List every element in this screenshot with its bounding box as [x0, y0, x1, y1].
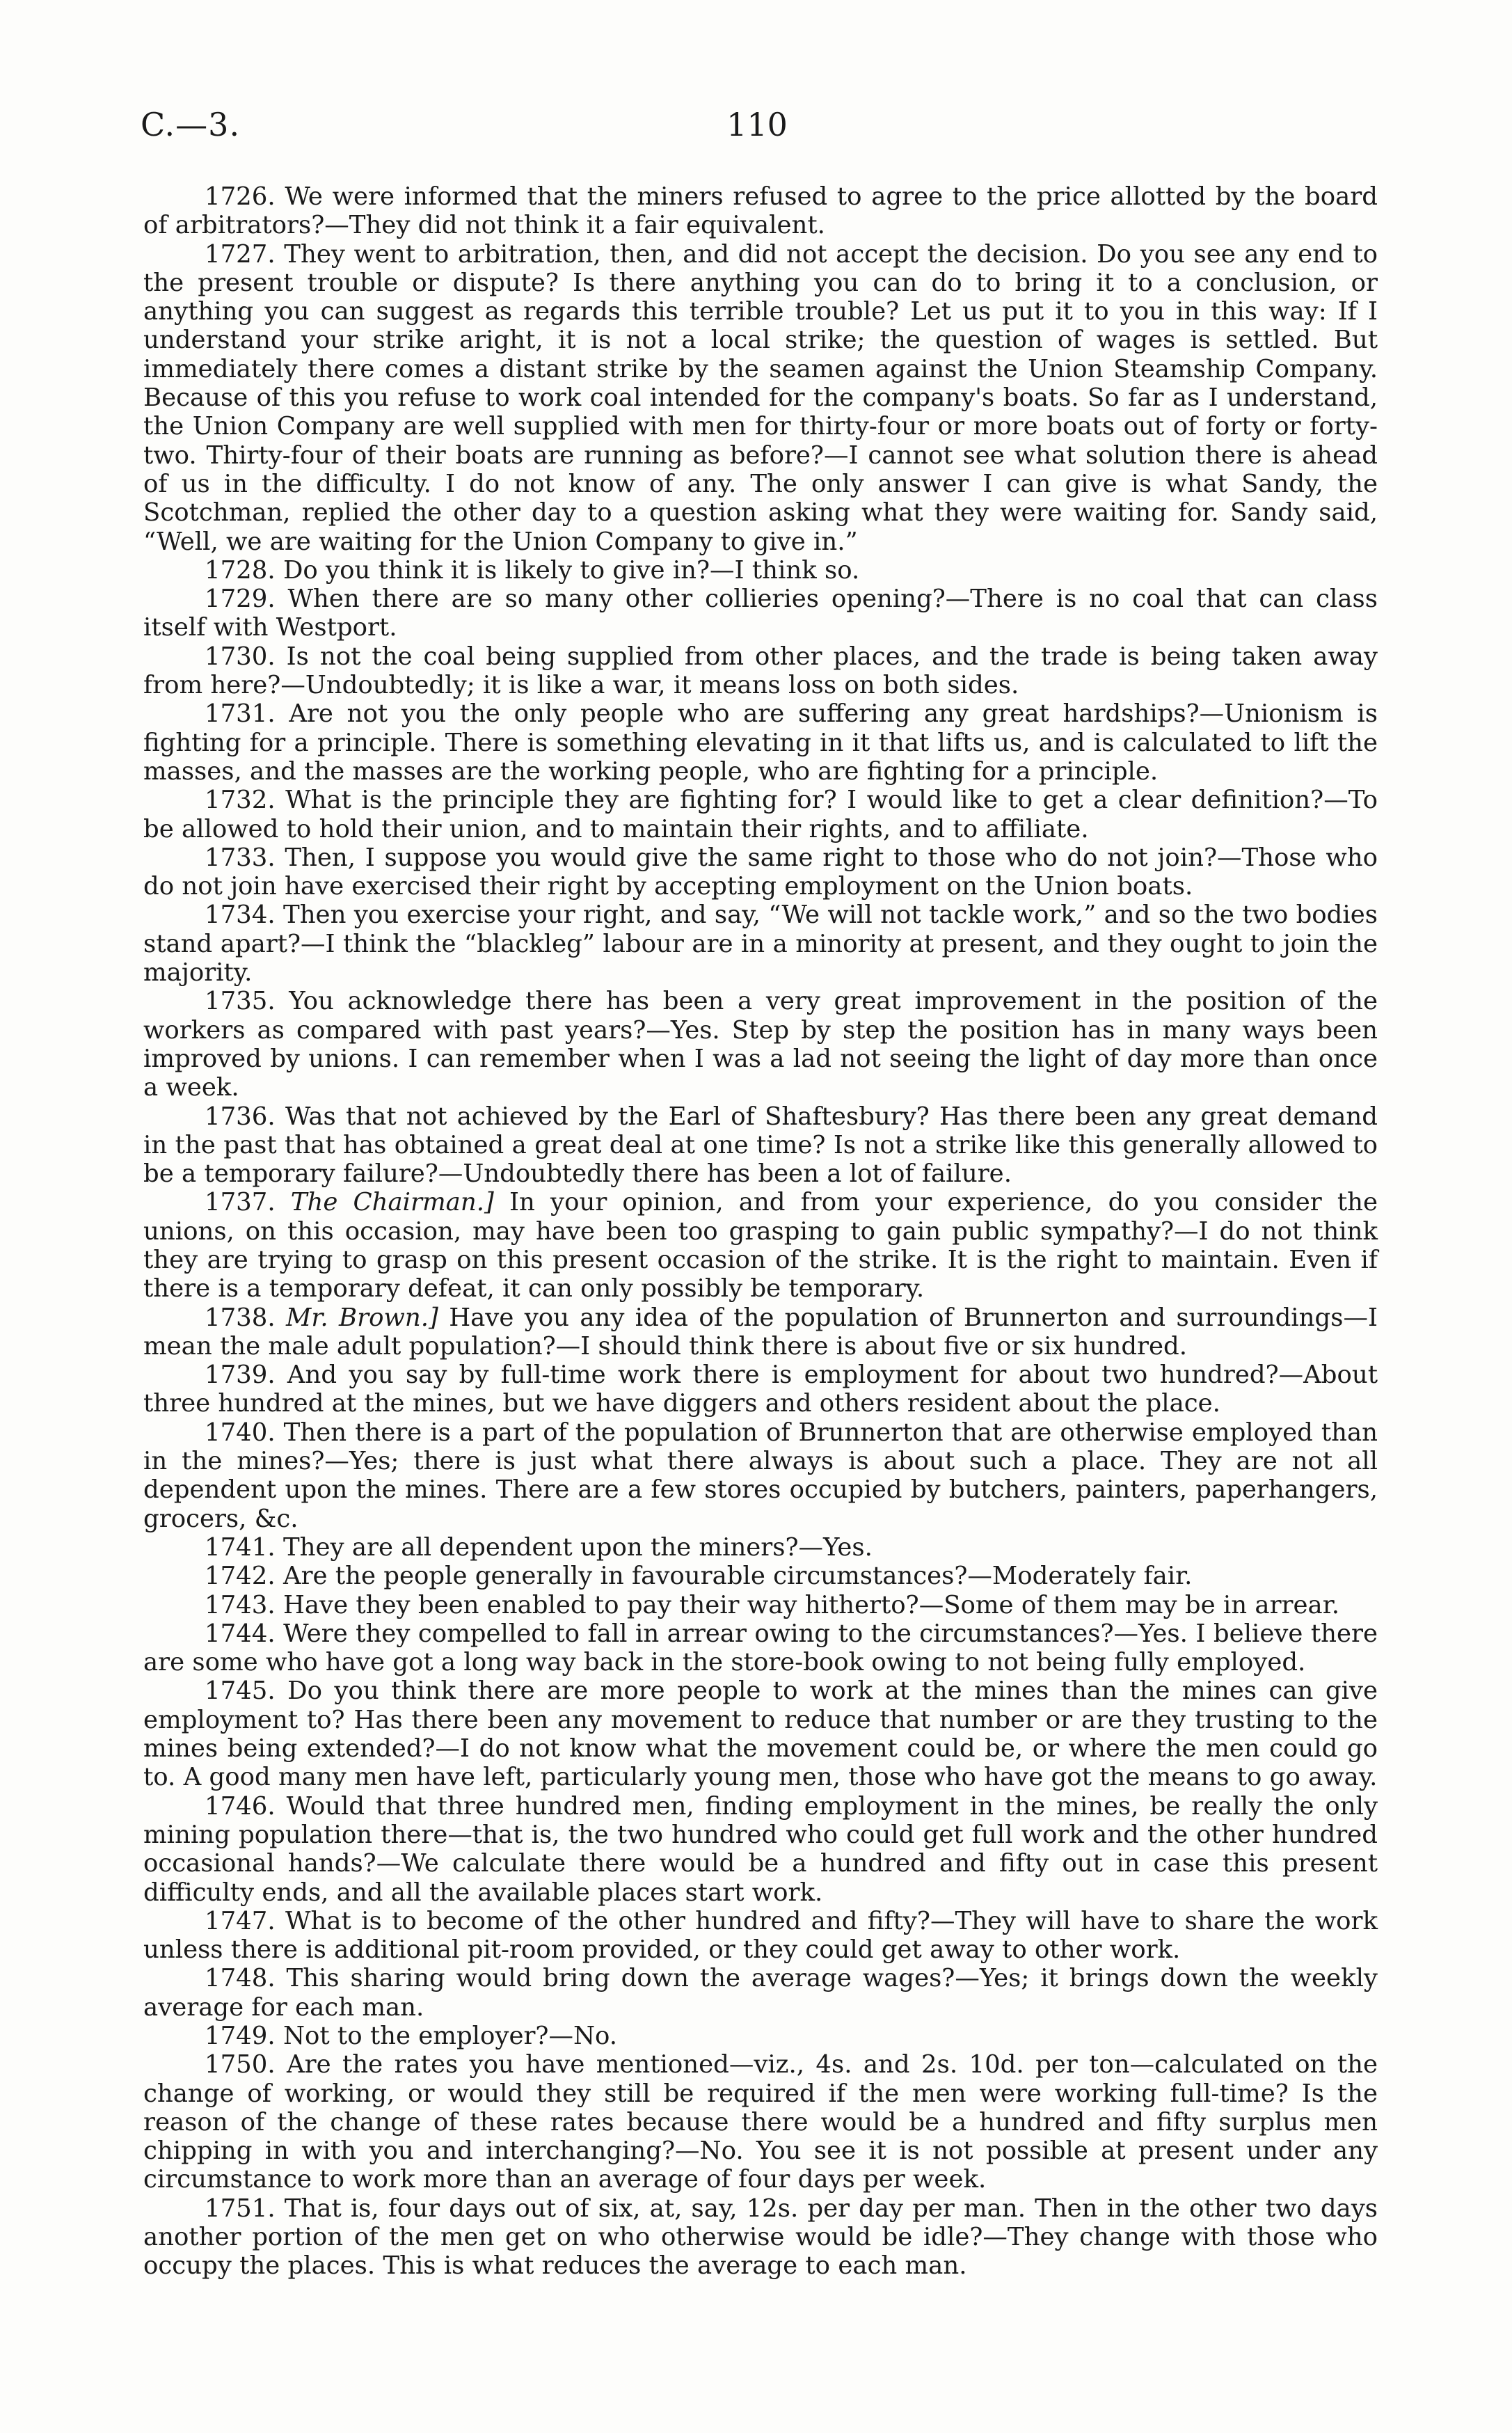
paragraph-text: Have you any idea of the population of Brunnerton and surroundings—I mean the male adult population?—I should think there is about five or six hundred. — [143, 1303, 1378, 1361]
testimony-paragraph — [143, 1418, 1378, 1533]
testimony-paragraph — [143, 1792, 1378, 1907]
question-number: 1745. — [205, 1677, 276, 1706]
paragraph-text: They went to arbitration, then, and did not accept the decision. Do you see any end to the present trouble or dispute? Is there anything you can do to bring it to a conclusion, or anything you can suggest as regards this terrible trouble? Let us put it to you in this way: If I understand your strike aright, it is not a local strike; the question of wages is settled. But immediately there comes a distant strike by the seamen against the Union Steamship Company. Because of this you refuse to work coal intended for the company's boats. So far as I understand, the Union Company are well supplied with men for thirty-four or more boats out of forty or forty-two. Thirty-four of their boats are running as before?—I cannot see what solution there is ahead of us in the difficulty. I do not know of any. The only answer I can give is what Sandy, the Scotchman, replied the other day to a question asking what they were waiting for. Sandy said, “Well, we are waiting for the Union Company to give in.” — [143, 239, 1378, 556]
testimony-paragraph — [143, 786, 1378, 843]
question-number: 1731. — [205, 699, 276, 729]
question-number: 1739. — [205, 1361, 276, 1390]
testimony-paragraph — [143, 987, 1378, 1102]
testimony-paragraph — [143, 1102, 1378, 1189]
question-number: 1742. — [205, 1562, 276, 1591]
question-number: 1727. — [205, 239, 276, 269]
question-number: 1732. — [205, 786, 276, 815]
testimony-paragraph — [143, 1188, 1378, 1303]
paragraph-text: What is to become of the other hundred and fifty?—They will have to share the work unless there is additional pit-room provided, or they could get away to other work. — [143, 1906, 1378, 1965]
paragraph-text: Are not you the only people who are suffering any great hardships?—Unionism is fighting for a principle. There is something elevating in it that lifts us, and is calculated to lift the masses, and the masses are the working people, who are fighting for a principle. — [143, 699, 1378, 786]
question-number: 1736. — [205, 1102, 276, 1131]
question-number: 1729. — [205, 585, 276, 614]
paragraph-text: Then, I suppose you would give the same right to those who do not join?—Those who do not join have exercised their right by accepting employment on the Union boats. — [143, 843, 1378, 901]
testimony-paragraph — [143, 843, 1378, 901]
testimony-paragraph — [143, 1562, 1378, 1590]
paragraph-text: Are the people generally in favourable circumstances?—Moderately fair. — [282, 1562, 1193, 1591]
question-number: 1747. — [205, 1906, 276, 1935]
speaker-label: Mr. Brown.] — [285, 1303, 438, 1332]
document-body — [143, 182, 1378, 2281]
paragraph-text: Have they been enabled to pay their way hitherto?—Some of them may be in arrear. — [282, 1590, 1340, 1619]
testimony-paragraph — [143, 1619, 1378, 1677]
question-number: 1733. — [205, 843, 276, 872]
testimony-paragraph — [143, 556, 1378, 585]
testimony-paragraph — [143, 1591, 1378, 1619]
paragraph-text: Is not the coal being supplied from other places, and the trade is being taken away from here?—Undoubtedly; it is like a war, it means loss on both sides. — [143, 642, 1378, 700]
question-number: 1730. — [205, 642, 276, 671]
testimony-paragraph — [143, 699, 1378, 786]
paragraph-text: You acknowledge there has been a very great improvement in the position of the workers as compared with past years?—Yes. Step by step the position has in many ways been improved by unions. I can remember when I was a lad not seeing the light of day more than once a week. — [143, 987, 1378, 1102]
section-reference: C.—3. — [141, 106, 241, 143]
paragraph-text: In your opinion, and from your experience, do you consider the unions, on this occasion, may have been too grasping to gain public sympathy?—I do not think they are trying to grasp on this present occasion of the strike. It is the right to maintain. Even if there is a temporary defeat, it can only possibly be temporary. — [143, 1188, 1378, 1303]
paragraph-text: Then you exercise your right, and say, “We will not tackle work,” and so the two bodies stand apart?—I think the “blackleg” labour are in a minority at present, and they ought to join the majority. — [143, 901, 1378, 988]
question-number: 1728. — [205, 555, 276, 585]
paragraph-text: Do you think it is likely to give in?—I think so. — [282, 555, 860, 585]
testimony-paragraph — [143, 1303, 1378, 1361]
paragraph-text: We were informed that the miners refused to agree to the price allotted by the board of arbitrators?—They did not think it a fair equivalent. — [143, 182, 1378, 240]
testimony-paragraph — [143, 1677, 1378, 1791]
question-number: 1738. — [205, 1303, 276, 1332]
paragraph-text: Do you think there are more people to work at the mines than the mines can give employment to? Has there been any movement to reduce that number or are they trusting to the mines being extended?—I do not know what the movement could be, or where the men could go to. A good many men have left, particularly young men, those who have got the means to go away. — [143, 1677, 1378, 1792]
question-number: 1746. — [205, 1791, 276, 1821]
testimony-paragraph — [143, 1361, 1378, 1418]
question-number: 1740. — [205, 1418, 276, 1447]
question-number: 1735. — [205, 987, 276, 1016]
testimony-paragraph — [143, 585, 1378, 642]
paragraph-text: When there are so many other collieries opening?—There is no coal that can class itself with Westport. — [143, 585, 1378, 642]
paragraph-text: Are the rates you have mentioned—viz., 4s. and 2s. 10d. per ton—calculated on the change of working, or would they still be required if the men were working full-time? Is the reason of the change of these rates because there would be a hundred and fifty surplus men chipping in with you and interchanging?—No. You see it is not possible at present under any circumstance to work more than an average of four days per week. — [143, 2050, 1378, 2194]
testimony-paragraph — [143, 901, 1378, 987]
page-number: 110 — [726, 106, 788, 143]
testimony-paragraph — [143, 1533, 1378, 1562]
paragraph-text: This sharing would bring down the average wages?—Yes; it brings down the weekly average for each man. — [143, 1964, 1378, 2022]
paragraph-text: What is the principle they are fighting for? I would like to get a clear definition?—To be allowed to hold their union, and to maintain their rights, and to affiliate. — [143, 786, 1378, 843]
page-header — [141, 106, 1374, 154]
paragraph-text: Then there is a part of the population of Brunnerton that are otherwise employed than in the mines?—Yes; there is just what there always is about such a place. They are not all dependent upon the mines. There are a few stores occupied by butchers, painters, paperhangers, grocers, &c. — [143, 1418, 1378, 1533]
question-number: 1737. — [205, 1188, 276, 1217]
testimony-paragraph — [143, 2194, 1378, 2281]
paragraph-text: Would that three hundred men, finding employment in the mines, be really the only mining population there—that is, the two hundred who could get full work and the other hundred occasional hands?—We calculate there would be a hundred and fifty out in case this present difficulty ends, and all the available places start work. — [143, 1791, 1378, 1907]
testimony-paragraph — [143, 240, 1378, 556]
paragraph-text: Were they compelled to fall in arrear owing to the circumstances?—Yes. I believe there are some who have got a long way back in the store-book owing to not being fully employed. — [143, 1619, 1378, 1677]
paragraph-text: Not to the employer?—No. — [282, 2022, 618, 2050]
testimony-paragraph — [143, 2022, 1378, 2050]
question-number: 1750. — [205, 2050, 276, 2079]
speaker-label: The Chairman.] — [290, 1188, 494, 1217]
question-number: 1741. — [205, 1532, 276, 1562]
question-number: 1749. — [205, 2022, 276, 2050]
question-number: 1751. — [205, 2194, 276, 2223]
question-number: 1726. — [205, 182, 276, 211]
question-number: 1744. — [205, 1619, 276, 1648]
testimony-paragraph — [143, 1907, 1378, 1965]
paragraph-text: Was that not achieved by the Earl of Shaftesbury? Has there been any great demand in the past that has obtained a great deal at one time? Is not a strike like this generally allowed to be a temporary failure?—Undoubtedly there has been a lot of failure. — [143, 1102, 1378, 1189]
question-number: 1743. — [205, 1590, 276, 1619]
paragraph-text: That is, four days out of six, at, say, 12s. per day per man. Then in the other two days another portion of the men get on who otherwise would be idle?—They change with those who occupy the places. This is what reduces the average to each man. — [143, 2194, 1378, 2281]
testimony-paragraph — [143, 182, 1378, 240]
testimony-paragraph — [143, 1964, 1378, 2022]
paragraph-text: And you say by full-time work there is employment for about two hundred?—About three hundred at the mines, but we have diggers and others resident about the place. — [143, 1361, 1378, 1418]
testimony-paragraph — [143, 2050, 1378, 2194]
paragraph-text: They are all dependent upon the miners?—Yes. — [282, 1532, 873, 1562]
question-number: 1734. — [205, 901, 276, 930]
testimony-paragraph — [143, 642, 1378, 700]
question-number: 1748. — [205, 1964, 276, 1993]
